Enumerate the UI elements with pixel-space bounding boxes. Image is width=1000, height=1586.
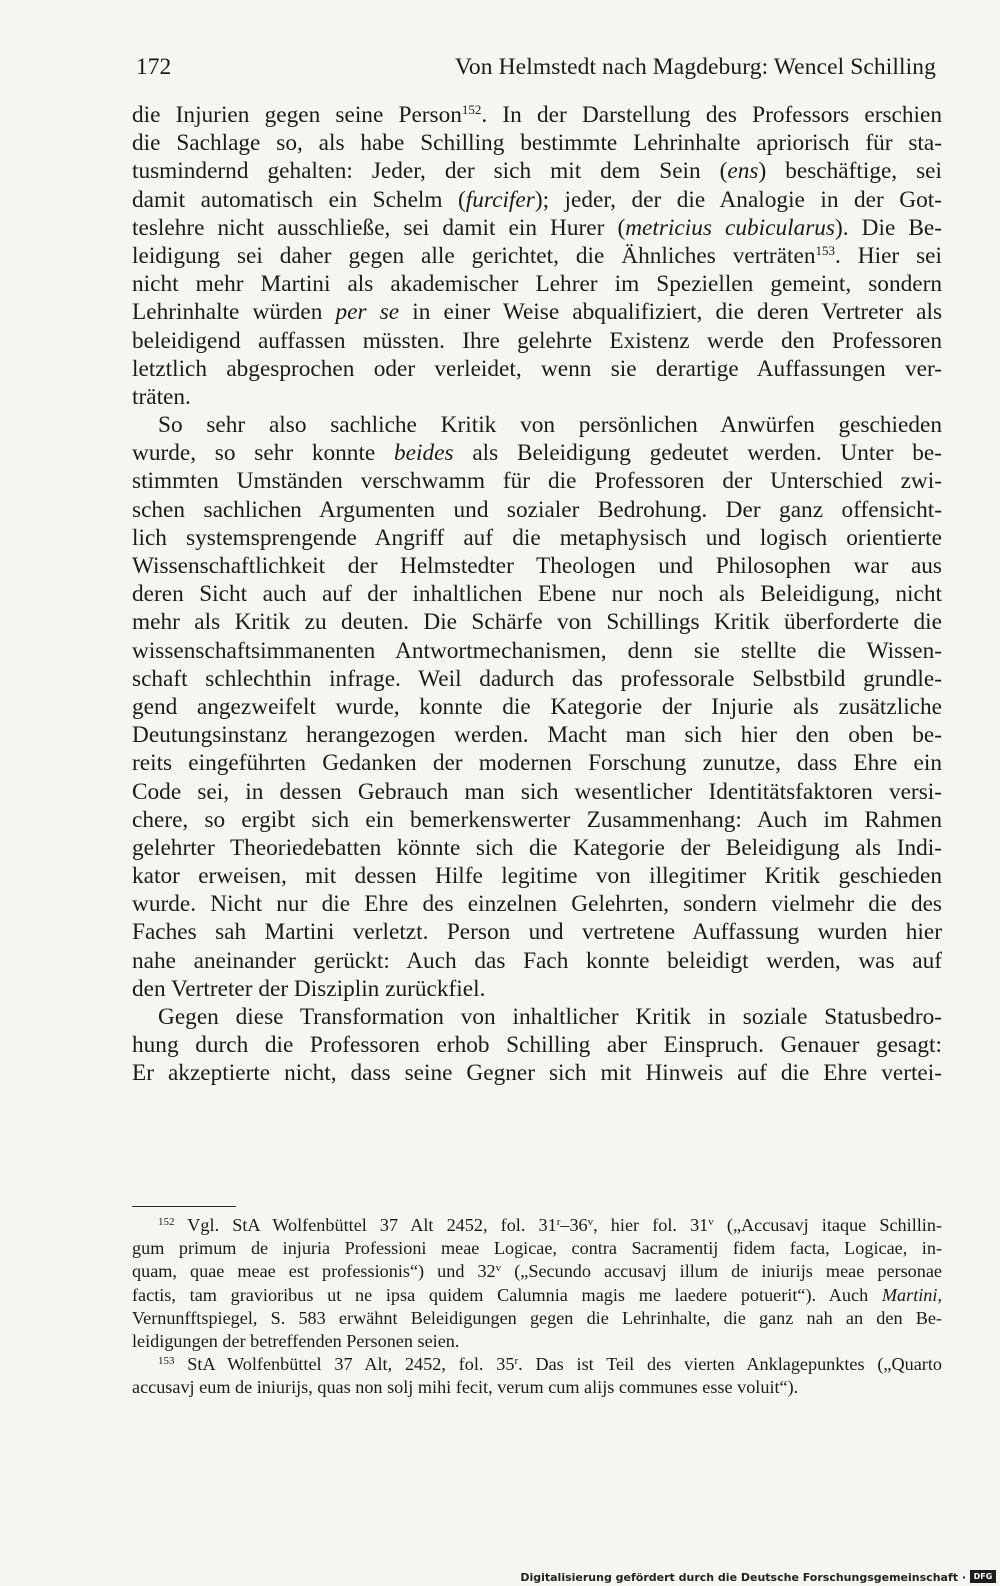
footnote-line: gum primum de injuria Professioni meae Logicae, contra Sacramentij fidem facta, Logicae, in- (132, 1238, 942, 1259)
body-line: hung durch die Professoren erhob Schilling aber Einspruch. Genauer gesagt: (132, 1032, 942, 1059)
body-line: die Sachlage so, als habe Schilling bestimmte Lehrinhalte apriorisch für sta- (132, 130, 942, 157)
body-line: wurde. Nicht nur die Ehre des einzelnen Gelehrten, sondern vielmehr die des (132, 891, 942, 918)
body-line: schen sachlichen Argumenten und sozialer Bedrohung. Der ganz offensicht- (132, 496, 942, 523)
body-line: Faches sah Martini verletzt. Person und vertretene Auffassung wurden hier (132, 919, 942, 946)
body-line: die Injurien gegen seine Person$^{152}$. In der Darstellung des Professors erschien (132, 102, 942, 128)
body-line: deren Sicht auch auf der inhaltlichen Ebene nur noch als Beleidigung, nicht (132, 581, 942, 608)
body-line: reits eingeführten Gedanken der modernen Forschung zunutze, dass Ehre ein (132, 750, 942, 777)
body-line: den Vertreter der Disziplin zurückfiel. (132, 975, 486, 1002)
body-line: nicht mehr Martini als akademischer Lehrer im Speziellen gemeint, sondern (132, 271, 942, 298)
footnote-line: factis, tam gravioribus ut ne ipsa quidem Calumnia magis me laedere potuerit“). Auch Martini, (132, 1284, 942, 1305)
body-line: So sehr also sachliche Kritik von persönlichen Anwürfen geschieden (158, 412, 942, 439)
body-line: mehr als Kritik zu deuten. Die Schärfe von Schillings Kritik überforderte die (132, 609, 942, 636)
body-line: letztlich abgesprochen oder verleidet, wenn sie derartige Auffassungen ver- (132, 355, 942, 382)
body-line: nahe aneinander gerückt: Auch das Fach konnte beleidigt werden, was auf (132, 947, 942, 974)
body-line: teslehre nicht ausschließe, sei damit ein Hurer (metricius cubicularus). Die Be- (132, 214, 942, 241)
body-line: tusmindernd gehalten: Jeder, der sich mit dem Sein (ens) beschäftige, sei (132, 158, 942, 185)
body-line: Code sei, in dessen Gebrauch man sich wesentlicher Identitätsfaktoren versi- (132, 778, 942, 805)
running-header (136, 54, 936, 88)
body-line: leidigung sei daher gegen alle gerichtet, die Ähnliches verträten$^{153}$. Hier sei (132, 242, 943, 269)
body-line: damit automatisch ein Schelm (furcifer); jeder, der die Analogie in der Got- (132, 186, 942, 213)
page-number: 172 (136, 54, 172, 80)
body-line: kator erweisen, mit dessen Hilfe legitime von illegitimer Kritik geschieden (132, 863, 942, 890)
body-line: lich systemsprengende Angriff auf die metaphysisch und logisch orientierte (132, 524, 942, 551)
body-line: beleidigend auffassen müssten. Ihre gelehrte Existenz werde den Professoren (132, 327, 942, 354)
dfg-logo: DFG (970, 1570, 996, 1583)
footnote-line: accusavj eum de iniurijs, quas non solj mihi fecit, verum cum alijs communes esse voluit“). (132, 1377, 799, 1398)
body-line: wurde, so sehr konnte beides als Beleidigung gedeutet werden. Unter be- (132, 440, 942, 467)
footnote-line: $^{153}$ StA Wolfenbüttel 37 Alt, 2452, fol. 35$^r$. Das ist Teil des vierten Anklagepunktes („Quarto (158, 1354, 942, 1375)
footnotes (132, 1214, 942, 1400)
body-line: träten. (132, 383, 191, 410)
running-title: Von Helmstedt nach Magdeburg: Wencel Schilling (454, 54, 936, 80)
funding-note: Digitalisierung gefördert durch die Deutsche Forschungsgemeinschaft · (520, 1571, 966, 1584)
body-line: schaft schlechthin infrage. Weil dadurch das professorale Selbstbild grundle- (132, 665, 942, 692)
footnote-line: Vernunfftspiegel, S. 583 erwähnt Beleidigungen gegen die Lehrinhalte, die ganz nah an den Be- (132, 1307, 942, 1328)
body-line: chere, so ergibt sich ein bemerkenswerter Zusammenhang: Auch im Rahmen (132, 806, 942, 833)
page-footer (0, 1564, 1000, 1586)
body-text (132, 101, 942, 1088)
footnote-line: $^{152}$ Vgl. StA Wolfenbüttel 37 Alt 2452, fol. 31$^r$–36$^v$, hier fol. 31$^v$ („Accusavj itaque Schillin- (158, 1215, 942, 1235)
footnote-line: quam, quae meae est professionis“) und 32$^v$ („Secundo accusavj illum de iniurijs meae personae (132, 1261, 942, 1282)
body-line: Lehrinhalte würden per se in einer Weise abqualifiziert, die deren Vertreter als (132, 299, 943, 326)
body-line: Wissenschaftlichkeit der Helmstedter Theologen und Philosophen war aus (132, 553, 942, 579)
body-line: gelehrter Theoriedebatten könnte sich die Kategorie der Beleidigung als Indi- (132, 834, 942, 861)
footnote-line: leidigungen der betreffenden Personen seien. (132, 1330, 460, 1351)
body-line: wissenschaftsimmanenten Antwortmechanismen, denn sie stellte die Wissen- (132, 637, 942, 664)
body-line: Er akzeptierte nicht, dass seine Gegner sich mit Hinweis auf die Ehre vertei- (132, 1060, 942, 1087)
footnote-separator (132, 1206, 236, 1207)
body-line: Gegen diese Transformation von inhaltlicher Kritik in soziale Statusbedro- (158, 1004, 942, 1030)
body-line: Deutungsinstanz herangezogen werden. Macht man sich hier den oben be- (132, 722, 942, 749)
body-line: stimmten Umständen verschwamm für die Professoren der Unterschied zwi- (132, 468, 942, 495)
body-line: gend angezweifelt wurde, konnte die Kategorie der Injurie als zusätzliche (132, 693, 942, 720)
